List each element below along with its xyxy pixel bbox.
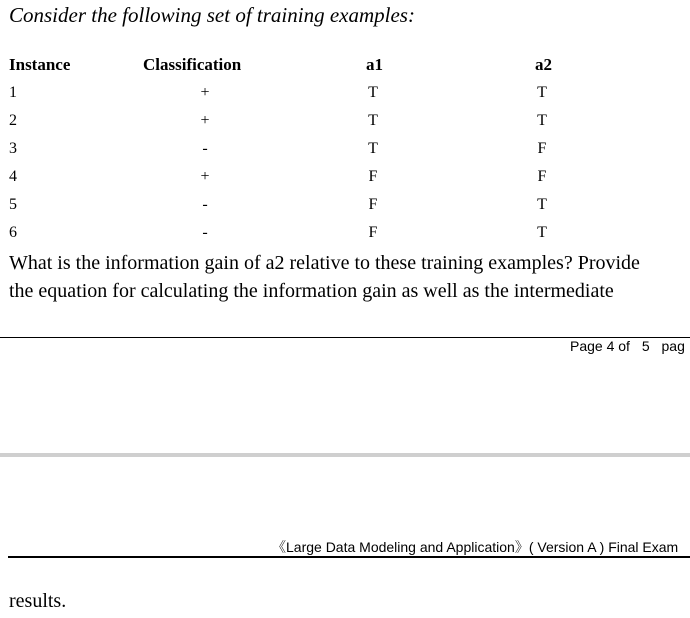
continuation-text: results.: [9, 590, 67, 612]
row-4-a1: F: [368, 168, 378, 185]
row-5-a2: T: [537, 196, 547, 213]
row-3-a1: T: [368, 140, 378, 157]
question-text: [9, 249, 640, 305]
header-a1: a1: [366, 55, 383, 74]
next-page-header: 《Large Data Modeling and Application》( Version A ) Final Exam: [272, 539, 679, 555]
header-instance: Instance: [9, 55, 71, 74]
intro-text: Consider the following set of training examples:: [9, 3, 415, 27]
row-6-a1: F: [368, 224, 378, 241]
row-6-instance: 6: [9, 224, 17, 241]
question-line-1: What is the information gain of a2 relative to these training examples? Provide: [9, 252, 640, 274]
row-2-a1: T: [368, 112, 378, 129]
header-classification: Classification: [143, 55, 242, 74]
row-1-instance: 1: [9, 84, 17, 101]
page-suffix: pag: [661, 338, 685, 354]
row-4-instance: 4: [9, 168, 17, 185]
row-6-classification: -: [202, 224, 208, 241]
row-3-classification: -: [202, 140, 208, 157]
row-3-instance: 3: [9, 140, 17, 157]
page-number: [570, 338, 685, 354]
row-2-instance: 2: [9, 112, 17, 129]
row-1-classification: +: [200, 84, 210, 101]
page-break: [0, 453, 690, 457]
row-5-instance: 5: [9, 196, 17, 213]
row-1-a2: T: [537, 84, 547, 101]
row-1-a1: T: [368, 84, 378, 101]
row-3-a2: F: [537, 140, 547, 157]
question-line-2: the equation for calculating the information gain as well as the intermediate: [9, 280, 614, 302]
row-2-a2: T: [537, 112, 547, 129]
page-label: Page 4 of: [570, 338, 630, 354]
row-2-classification: +: [200, 112, 210, 129]
row-4-a2: F: [537, 168, 547, 185]
page-total: 5: [641, 338, 650, 354]
row-4-classification: +: [200, 168, 210, 185]
row-6-a2: T: [537, 224, 547, 241]
header-a2: a2: [535, 55, 552, 74]
row-5-a1: F: [368, 196, 378, 213]
header-rule: [8, 556, 690, 558]
row-5-classification: -: [202, 196, 208, 213]
